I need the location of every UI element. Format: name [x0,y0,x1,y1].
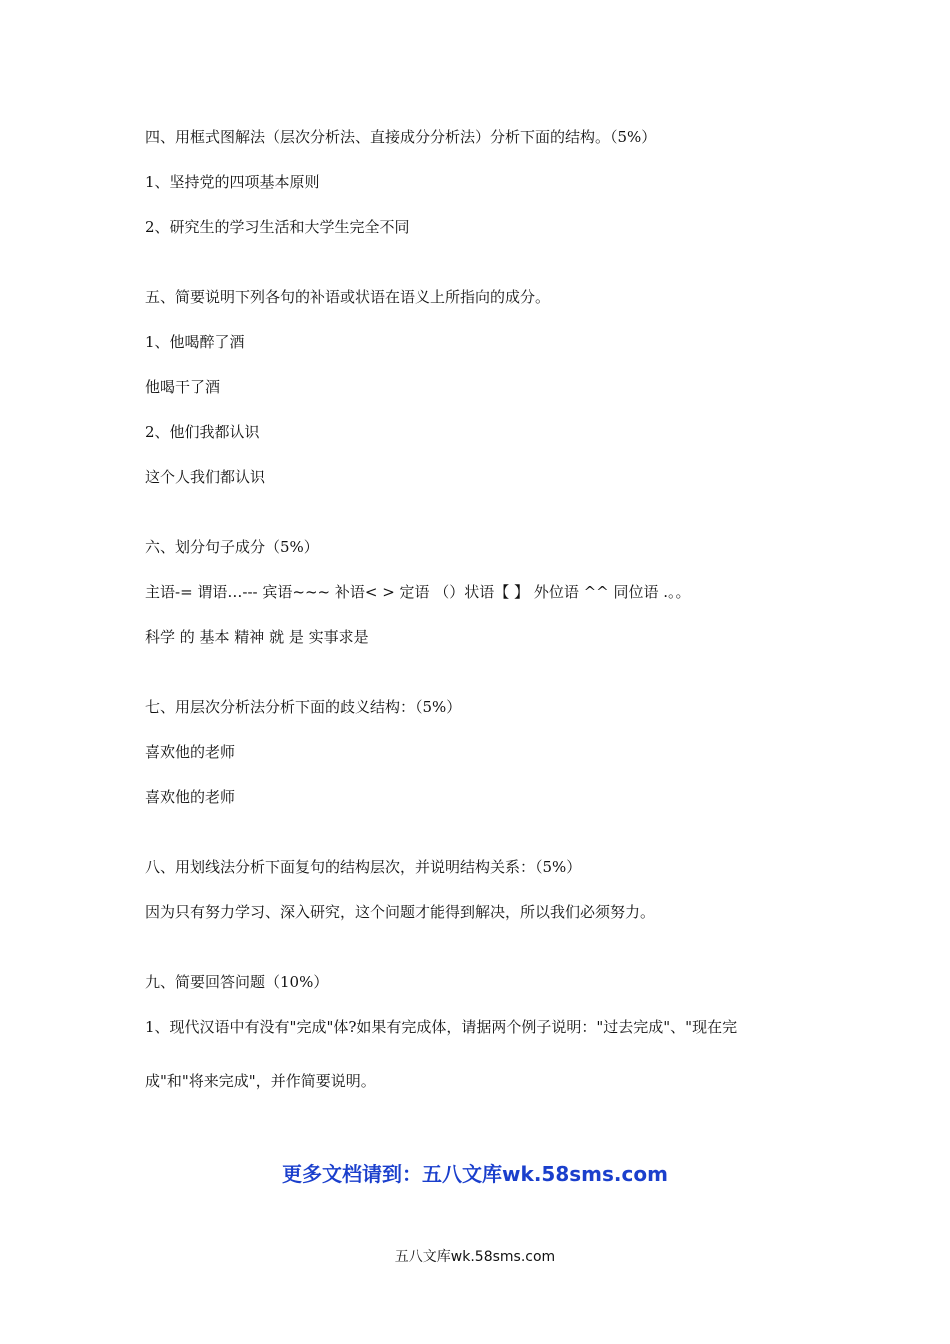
question-7-heading: 七、用层次分析法分析下面的歧义结构：（5%） [145,698,462,716]
question-6-sentence: 科学 的 基本 精神 就 是 实事求是 [145,628,369,646]
question-9-heading: 九、简要回答问题（10%） [145,973,329,991]
question-4-item-1: 1、坚持党的四项基本原则 [145,173,320,191]
question-5-heading: 五、简要说明下列各句的补语或状语在语义上所指向的成分。 [145,288,551,306]
question-9-item-1-line-1: 1、现代汉语中有没有"完成"体?如果有完成体，请据两个例子说明："过去完成"、"现在完 [145,1018,738,1036]
question-8-heading: 八、用划线法分析下面复句的结构层次，并说明结构关系：（5%） [145,858,582,876]
question-4-item-2: 2、研究生的学习生活和大学生完全不同 [145,218,410,236]
question-7-item-2: 喜欢他的老师 [145,788,236,806]
question-5-item-1b: 他喝干了酒 [145,378,221,396]
question-5-item-2a: 2、他们我都认识 [145,423,260,441]
question-6-heading: 六、划分句子成分（5%） [145,538,319,556]
question-4-heading: 四、用框式图解法（层次分析法、直接成分分析法）分析下面的结构。（5%） [145,128,657,146]
page-footer: 五八文库wk.58sms.com [394,1249,556,1265]
promo-link[interactable]: 更多文档请到：五八文库wk.58sms.com [282,1162,668,1186]
question-8-sentence: 因为只有努力学习、深入研究，这个问题才能得到解决，所以我们必须努力。 [145,903,656,921]
question-7-item-1: 喜欢他的老师 [145,743,236,761]
question-6-legend: 主语-= 谓语…--- 宾语~~~ 补语< > 定语 （）状语【 】 外位语 ^^ 同位语 .。。 [145,583,691,601]
question-5-item-1a: 1、他喝醉了酒 [145,333,245,351]
question-5-item-2b: 这个人我们都认识 [145,468,266,486]
question-9-item-1-line-2: 成"和"将来完成"，并作简要说明。 [145,1072,376,1090]
